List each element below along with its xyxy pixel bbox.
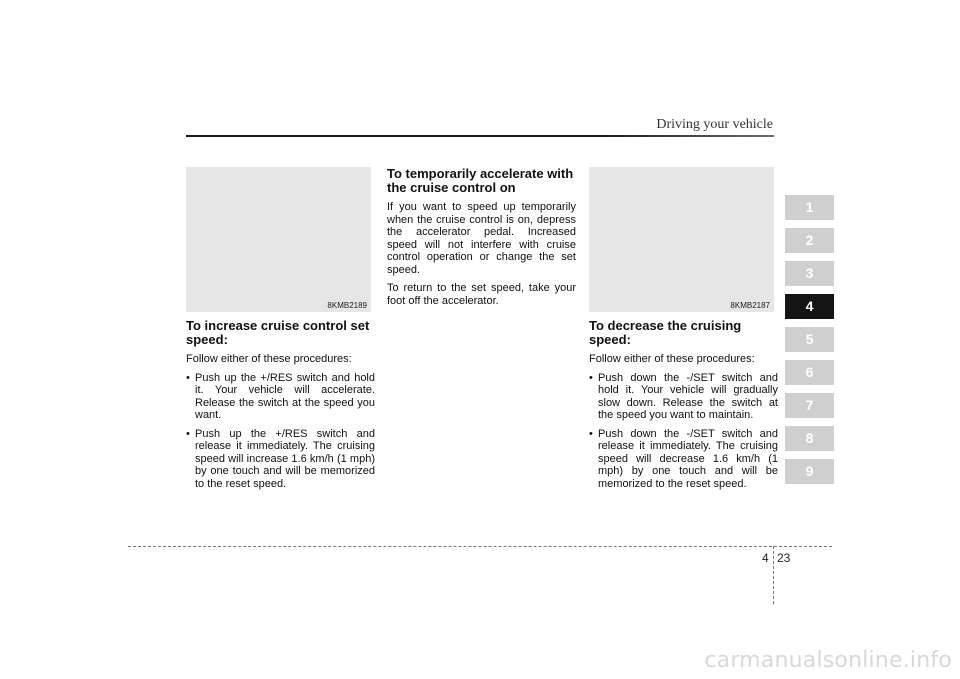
right-column bbox=[589, 319, 778, 496]
chapter-tab-2[interactable]: 2 bbox=[785, 228, 834, 253]
list-item: • Push down the -/SET switch and release it immediately. The cruising speed will decrease 1.6 km/h (1 mph) by one touch and will be memorized to the reset speed. bbox=[589, 428, 778, 491]
figure-increase-speed bbox=[186, 167, 371, 312]
section-heading: To increase cruise control set speed: bbox=[186, 318, 370, 347]
watermark-text: carmanualsonline.info bbox=[704, 648, 952, 673]
section-paragraph: To return to the set speed, take your foot off the accelerator. bbox=[387, 282, 576, 307]
procedure-list bbox=[589, 372, 778, 491]
header-rule bbox=[186, 135, 774, 137]
chapter-tab-7[interactable]: 7 bbox=[785, 393, 834, 418]
footer-divider bbox=[773, 546, 774, 604]
chapter-tab-4[interactable]: 4 bbox=[785, 294, 834, 319]
figure-code: 8KMB2189 bbox=[327, 301, 367, 310]
section-heading: To temporarily accelerate with the cruise control on bbox=[387, 166, 574, 195]
footer-chapter-number: 4 bbox=[762, 551, 769, 565]
running-header-title: Driving your vehicle bbox=[656, 117, 773, 132]
left-column bbox=[186, 319, 375, 496]
footer-rule bbox=[128, 546, 832, 547]
procedure-list bbox=[186, 372, 375, 491]
chapter-tab-8[interactable]: 8 bbox=[785, 426, 834, 451]
section-intro: Follow either of these procedures: bbox=[589, 353, 755, 365]
figure-decrease-speed bbox=[589, 167, 774, 312]
section-heading: To decrease the cruising speed: bbox=[589, 318, 742, 347]
list-item: • Push down the -/SET switch and hold it. Your vehicle will gradually slow down. Release the switch at the speed you want to maintain. bbox=[589, 372, 778, 422]
list-item: • Push up the +/RES switch and hold it. Your vehicle will accelerate. Release the switch at the speed you want. bbox=[186, 372, 375, 422]
chapter-tab-5[interactable]: 5 bbox=[785, 327, 834, 352]
chapter-tab-9[interactable]: 9 bbox=[785, 459, 834, 484]
chapter-tabs bbox=[785, 195, 834, 492]
section-intro: Follow either of these procedures: bbox=[186, 353, 352, 365]
middle-column bbox=[387, 167, 576, 307]
list-item: • Push up the +/RES switch and release it immediately. The cruising speed will increase 1.6 km/h (1 mph) by one touch and will be memorized to the reset speed. bbox=[186, 428, 375, 491]
figure-code: 8KMB2187 bbox=[730, 301, 770, 310]
chapter-tab-1[interactable]: 1 bbox=[785, 195, 834, 220]
chapter-tab-3[interactable]: 3 bbox=[785, 261, 834, 286]
chapter-tab-6[interactable]: 6 bbox=[785, 360, 834, 385]
footer-page-number: 23 bbox=[777, 551, 791, 565]
section-paragraph: If you want to speed up temporarily when the cruise control is on, depress the accelerator pedal. Increased speed will not interfere with cruise control operation or change the set speed. bbox=[387, 201, 576, 276]
